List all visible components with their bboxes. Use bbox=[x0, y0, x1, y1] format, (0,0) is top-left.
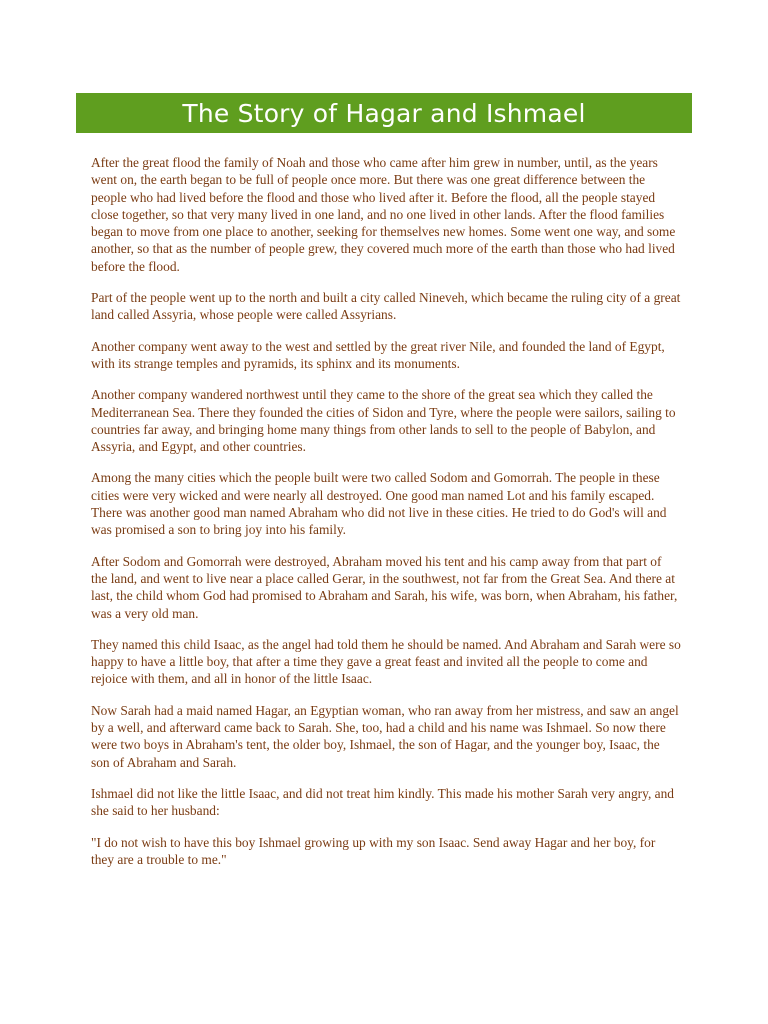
paragraph-2: Part of the people went up to the north and built a city called Nineveh, which became the ruling city of a great land called Assyria, whose people were called Assyrians. bbox=[91, 290, 681, 323]
paragraph-1: After the great flood the family of Noah and those who came after him grew in number, until, as the years went on, the earth began to be full of people once more. But there was one great difference between the people who had lived before the flood and those who lived after it. Before the flood, all the people stayed close together, so that very many lived in one land, and no one lived in other lands. After the flood families began to move from one place to another, seeking for themselves new homes. Some went one way, and some another, so that as the number of people grew, they covered much more of the earth than those who had lived before the flood. bbox=[91, 155, 676, 274]
paragraph-7: They named this child Isaac, as the angel had told them he should be named. And Abraham and Sarah were so happy to have a little boy, that after a time they gave a great feast and invited all the people to come and rejoice with them, and all in honor of the little Isaac. bbox=[91, 636, 681, 687]
paragraph-9: Ishmael did not like the little Isaac, and did not treat him kindly. This made his mother Sarah very angry, and she said to her husband: bbox=[91, 785, 674, 819]
paragraph-5: Among the many cities which the people built were two called Sodom and Gomorrah. The people in these cities were very wicked and were nearly all destroyed. One good man named Lot and his family escaped. There was another good man named Abraham who did not live in these cities. He tried to do God's will and was promised a son to bring joy into his family. bbox=[91, 470, 667, 538]
paragraph-4: Another company wandered northwest until they came to the shore of the great sea which they called the Mediterranean Sea. There they founded the cities of Sidon and Tyre, where the people were sailors, sailing to countries far away, and bringing home many things from other lands to sell to the people of Babylon, and Assyria, and Egypt, and other countries. bbox=[91, 387, 676, 455]
document-body bbox=[91, 154, 681, 882]
document-title: The Story of Hagar and Ishmael bbox=[182, 98, 586, 128]
title-banner bbox=[76, 93, 692, 133]
paragraph-10: "I do not wish to have this boy Ishmael growing up with my son Isaac. Send away Hagar and her boy, for they are a trouble to me." bbox=[91, 834, 656, 867]
paragraph-8: Now Sarah had a maid named Hagar, an Egyptian woman, who ran away from her mistress, and saw an angel by a well, and afterward came back to Sarah. She, too, had a child and his name was Ishmael. So now there were two boys in Abraham's tent, the older boy, Ishmael, the son of Hagar, and the younger boy, Isaac, the son of Abraham and Sarah. bbox=[91, 702, 679, 770]
paragraph-3: Another company went away to the west and settled by the great river Nile, and founded the land of Egypt, with its strange temples and pyramids, its sphinx and its monuments. bbox=[91, 338, 665, 371]
paragraph-6: After Sodom and Gomorrah were destroyed, Abraham moved his tent and his camp away from that part of the land, and went to live near a place called Gerar, in the southwest, not far from the Great Sea. And there at last, the child whom God had promised to Abraham and Sarah, his wife, was born, when Abraham, his father, was a very old man. bbox=[91, 553, 678, 621]
